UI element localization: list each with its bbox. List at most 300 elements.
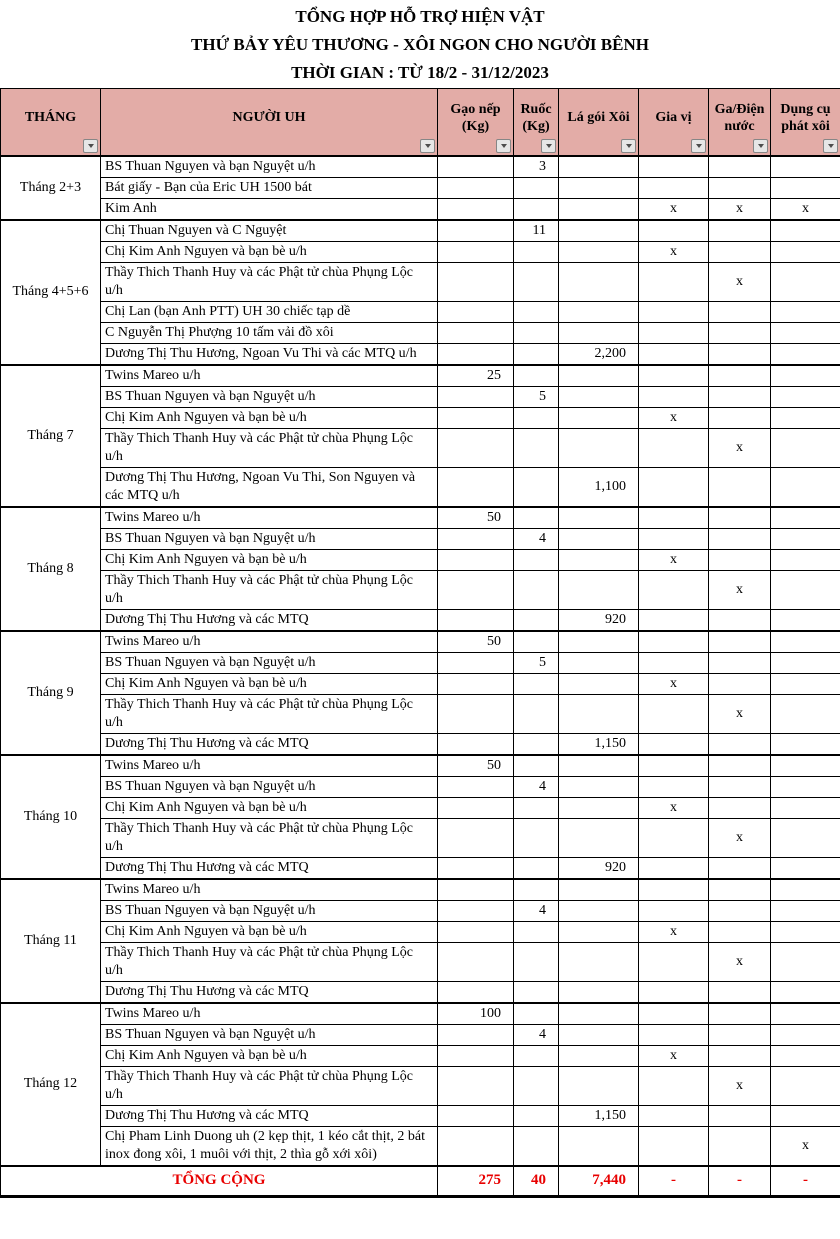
la_goi_xoi-cell[interactable] [559,818,639,857]
la_goi_xoi-cell[interactable]: 920 [559,609,639,631]
total-label[interactable]: TỔNG CỘNG [1,1166,438,1197]
la_goi_xoi-cell[interactable]: 920 [559,857,639,879]
ruoc-cell[interactable] [514,1066,559,1105]
dung_cu-cell[interactable] [771,776,840,797]
supporter-cell[interactable]: BS Thuan Nguyen và bạn Nguyệt u/h [101,156,438,178]
la_goi_xoi-cell[interactable] [559,1024,639,1045]
dung_cu-cell[interactable] [771,673,840,694]
gia_vi-cell[interactable] [639,386,709,407]
supporter-cell[interactable]: BS Thuan Nguyen và bạn Nguyệt u/h [101,528,438,549]
ruoc-cell[interactable]: 4 [514,528,559,549]
column-header-dung_cu[interactable] [771,89,840,156]
supporter-cell[interactable]: Chị Kim Anh Nguyen và bạn bè u/h [101,1045,438,1066]
gia_vi-cell[interactable] [639,467,709,507]
column-header-la_goi_xoi[interactable] [559,89,639,156]
la_goi_xoi-cell[interactable] [559,241,639,262]
ga_dien_nuoc-cell[interactable] [709,365,771,387]
la_goi_xoi-cell[interactable] [559,776,639,797]
ga_dien_nuoc-cell[interactable] [709,549,771,570]
ga_dien_nuoc-cell[interactable] [709,900,771,921]
gia_vi-cell[interactable] [639,428,709,467]
column-header-ruoc[interactable] [514,89,559,156]
la_goi_xoi-cell[interactable] [559,156,639,178]
gao_nep-cell[interactable]: 50 [438,755,514,777]
gia_vi-cell[interactable] [639,857,709,879]
supporter-cell[interactable]: BS Thuan Nguyen và bạn Nguyệt u/h [101,386,438,407]
ruoc-cell[interactable] [514,857,559,879]
gia_vi-cell[interactable] [639,528,709,549]
ruoc-cell[interactable] [514,301,559,322]
ga_dien_nuoc-cell[interactable] [709,631,771,653]
dung_cu-cell[interactable] [771,1003,840,1025]
gia_vi-cell[interactable] [639,322,709,343]
dung_cu-cell[interactable] [771,343,840,365]
dung_cu-cell[interactable] [771,609,840,631]
la_goi_xoi-cell[interactable] [559,407,639,428]
ga_dien_nuoc-cell[interactable] [709,921,771,942]
gia_vi-cell[interactable] [639,879,709,901]
gia_vi-cell[interactable]: x [639,1045,709,1066]
gao_nep-cell[interactable] [438,528,514,549]
ruoc-cell[interactable] [514,428,559,467]
dung_cu-cell[interactable] [771,322,840,343]
ga_dien_nuoc-cell[interactable] [709,1105,771,1126]
month-cell-tháng-9[interactable]: Tháng 9 [1,631,101,755]
gao_nep-cell[interactable] [438,241,514,262]
ruoc-cell[interactable] [514,631,559,653]
dung_cu-cell[interactable] [771,407,840,428]
column-header-nguoi_uh[interactable] [101,89,438,156]
la_goi_xoi-cell[interactable] [559,631,639,653]
supporter-cell[interactable]: Twins Mareo u/h [101,365,438,387]
ruoc-cell[interactable] [514,507,559,529]
ruoc-cell[interactable]: 3 [514,156,559,178]
filter-button-la_goi_xoi[interactable] [621,139,636,153]
ga_dien_nuoc-cell[interactable] [709,301,771,322]
gia_vi-cell[interactable] [639,694,709,733]
gia_vi-cell[interactable] [639,156,709,178]
la_goi_xoi-cell[interactable] [559,1045,639,1066]
la_goi_xoi-cell[interactable] [559,301,639,322]
la_goi_xoi-cell[interactable] [559,652,639,673]
filter-button-gao_nep[interactable] [496,139,511,153]
ruoc-cell[interactable] [514,177,559,198]
gia_vi-cell[interactable]: x [639,198,709,220]
ruoc-cell[interactable] [514,365,559,387]
total-dung_cu[interactable]: - [771,1166,840,1197]
supporter-cell[interactable]: Twins Mareo u/h [101,879,438,901]
gia_vi-cell[interactable] [639,343,709,365]
dung_cu-cell[interactable] [771,528,840,549]
ga_dien_nuoc-cell[interactable] [709,528,771,549]
gao_nep-cell[interactable]: 50 [438,507,514,529]
ga_dien_nuoc-cell[interactable]: x [709,428,771,467]
la_goi_xoi-cell[interactable] [559,797,639,818]
dung_cu-cell[interactable] [771,694,840,733]
total-ruoc[interactable]: 40 [514,1166,559,1197]
supporter-cell[interactable]: Chị Lan (bạn Anh PTT) UH 30 chiếc tạp dề [101,301,438,322]
ruoc-cell[interactable] [514,694,559,733]
dung_cu-cell[interactable] [771,156,840,178]
gia_vi-cell[interactable]: x [639,549,709,570]
gao_nep-cell[interactable] [438,1066,514,1105]
ruoc-cell[interactable] [514,673,559,694]
gia_vi-cell[interactable] [639,942,709,981]
dung_cu-cell[interactable] [771,262,840,301]
ga_dien_nuoc-cell[interactable] [709,467,771,507]
supporter-cell[interactable]: Twins Mareo u/h [101,631,438,653]
la_goi_xoi-cell[interactable] [559,879,639,901]
supporter-cell[interactable]: Thầy Thich Thanh Huy và các Phật tử chùa Phụng Lộc u/h [101,1066,438,1105]
ruoc-cell[interactable] [514,241,559,262]
la_goi_xoi-cell[interactable] [559,198,639,220]
gao_nep-cell[interactable] [438,776,514,797]
la_goi_xoi-cell[interactable] [559,981,639,1003]
dung_cu-cell[interactable] [771,981,840,1003]
gao_nep-cell[interactable] [438,322,514,343]
gia_vi-cell[interactable]: x [639,673,709,694]
ga_dien_nuoc-cell[interactable]: x [709,198,771,220]
supporter-cell[interactable]: BS Thuan Nguyen và bạn Nguyệt u/h [101,652,438,673]
la_goi_xoi-cell[interactable] [559,177,639,198]
supporter-cell[interactable]: Chị Kim Anh Nguyen và bạn bè u/h [101,921,438,942]
ga_dien_nuoc-cell[interactable] [709,673,771,694]
gao_nep-cell[interactable] [438,407,514,428]
ruoc-cell[interactable] [514,1105,559,1126]
la_goi_xoi-cell[interactable]: 1,150 [559,733,639,755]
ruoc-cell[interactable] [514,942,559,981]
gia_vi-cell[interactable] [639,1024,709,1045]
gia_vi-cell[interactable]: x [639,241,709,262]
ruoc-cell[interactable] [514,1003,559,1025]
dung_cu-cell[interactable] [771,818,840,857]
dung_cu-cell[interactable] [771,942,840,981]
supporter-cell[interactable]: Twins Mareo u/h [101,507,438,529]
ga_dien_nuoc-cell[interactable] [709,776,771,797]
supporter-cell[interactable]: BS Thuan Nguyen và bạn Nguyệt u/h [101,900,438,921]
la_goi_xoi-cell[interactable]: 1,150 [559,1105,639,1126]
gao_nep-cell[interactable] [438,1024,514,1045]
ga_dien_nuoc-cell[interactable]: x [709,818,771,857]
dung_cu-cell[interactable] [771,301,840,322]
supporter-cell[interactable]: Twins Mareo u/h [101,755,438,777]
la_goi_xoi-cell[interactable] [559,900,639,921]
ruoc-cell[interactable]: 5 [514,386,559,407]
ga_dien_nuoc-cell[interactable] [709,857,771,879]
ruoc-cell[interactable] [514,467,559,507]
dung_cu-cell[interactable] [771,1024,840,1045]
supporter-cell[interactable]: Thầy Thich Thanh Huy và các Phật tử chùa Phụng Lộc u/h [101,818,438,857]
ga_dien_nuoc-cell[interactable] [709,1045,771,1066]
column-header-gia_vi[interactable] [639,89,709,156]
la_goi_xoi-cell[interactable] [559,694,639,733]
la_goi_xoi-cell[interactable] [559,942,639,981]
gao_nep-cell[interactable] [438,467,514,507]
gia_vi-cell[interactable] [639,570,709,609]
gia_vi-cell[interactable] [639,1066,709,1105]
dung_cu-cell[interactable] [771,365,840,387]
dung_cu-cell[interactable] [771,177,840,198]
ga_dien_nuoc-cell[interactable]: x [709,694,771,733]
gao_nep-cell[interactable]: 25 [438,365,514,387]
supporter-cell[interactable]: Dương Thị Thu Hương và các MTQ [101,857,438,879]
dung_cu-cell[interactable] [771,570,840,609]
gia_vi-cell[interactable]: x [639,797,709,818]
la_goi_xoi-cell[interactable] [559,507,639,529]
gia_vi-cell[interactable] [639,507,709,529]
supporter-cell[interactable]: BS Thuan Nguyen và bạn Nguyệt u/h [101,1024,438,1045]
la_goi_xoi-cell[interactable] [559,549,639,570]
dung_cu-cell[interactable] [771,428,840,467]
gao_nep-cell[interactable] [438,570,514,609]
ga_dien_nuoc-cell[interactable] [709,755,771,777]
dung_cu-cell[interactable] [771,857,840,879]
month-cell-tháng-10[interactable]: Tháng 10 [1,755,101,879]
month-cell-tháng-4+5+6[interactable]: Tháng 4+5+6 [1,220,101,365]
ruoc-cell[interactable]: 11 [514,220,559,242]
dung_cu-cell[interactable] [771,755,840,777]
gao_nep-cell[interactable]: 100 [438,1003,514,1025]
ruoc-cell[interactable] [514,733,559,755]
ga_dien_nuoc-cell[interactable] [709,386,771,407]
gao_nep-cell[interactable] [438,857,514,879]
gia_vi-cell[interactable] [639,1126,709,1166]
ruoc-cell[interactable] [514,981,559,1003]
la_goi_xoi-cell[interactable] [559,1066,639,1105]
supporter-cell[interactable]: Chị Kim Anh Nguyen và bạn bè u/h [101,241,438,262]
la_goi_xoi-cell[interactable] [559,1003,639,1025]
gao_nep-cell[interactable] [438,198,514,220]
supporter-cell[interactable]: Chị Kim Anh Nguyen và bạn bè u/h [101,549,438,570]
gia_vi-cell[interactable] [639,1105,709,1126]
supporter-cell[interactable]: Kim Anh [101,198,438,220]
filter-button-gia_vi[interactable] [691,139,706,153]
gia_vi-cell[interactable] [639,301,709,322]
column-header-ga_dien_nuoc[interactable] [709,89,771,156]
ruoc-cell[interactable] [514,1126,559,1166]
ga_dien_nuoc-cell[interactable] [709,407,771,428]
la_goi_xoi-cell[interactable] [559,755,639,777]
supporter-cell[interactable]: Thầy Thich Thanh Huy và các Phật tử chùa Phụng Lộc u/h [101,570,438,609]
ruoc-cell[interactable] [514,407,559,428]
dung_cu-cell[interactable] [771,1045,840,1066]
supporter-cell[interactable]: Dương Thị Thu Hương và các MTQ [101,981,438,1003]
gao_nep-cell[interactable] [438,1105,514,1126]
la_goi_xoi-cell[interactable]: 1,100 [559,467,639,507]
supporter-cell[interactable]: Dương Thị Thu Hương, Ngoan Vu Thi và các MTQ u/h [101,343,438,365]
ga_dien_nuoc-cell[interactable] [709,797,771,818]
gia_vi-cell[interactable] [639,631,709,653]
gia_vi-cell[interactable] [639,609,709,631]
gao_nep-cell[interactable] [438,301,514,322]
gao_nep-cell[interactable] [438,652,514,673]
la_goi_xoi-cell[interactable] [559,386,639,407]
gia_vi-cell[interactable] [639,818,709,857]
gao_nep-cell[interactable] [438,609,514,631]
supporter-cell[interactable]: Dương Thị Thu Hương và các MTQ [101,609,438,631]
ruoc-cell[interactable]: 4 [514,776,559,797]
dung_cu-cell[interactable] [771,386,840,407]
ga_dien_nuoc-cell[interactable] [709,733,771,755]
dung_cu-cell[interactable] [771,921,840,942]
gia_vi-cell[interactable] [639,177,709,198]
supporter-cell[interactable]: Dương Thị Thu Hương và các MTQ [101,1105,438,1126]
total-la_goi_xoi[interactable]: 7,440 [559,1166,639,1197]
la_goi_xoi-cell[interactable] [559,528,639,549]
la_goi_xoi-cell[interactable] [559,220,639,242]
filter-button-thang[interactable] [83,139,98,153]
gia_vi-cell[interactable] [639,776,709,797]
supporter-cell[interactable]: Thầy Thich Thanh Huy và các Phật tử chùa Phụng Lộc u/h [101,694,438,733]
dung_cu-cell[interactable] [771,507,840,529]
la_goi_xoi-cell[interactable] [559,322,639,343]
gia_vi-cell[interactable]: x [639,921,709,942]
dung_cu-cell[interactable] [771,220,840,242]
la_goi_xoi-cell[interactable] [559,921,639,942]
dung_cu-cell[interactable]: x [771,1126,840,1166]
supporter-cell[interactable]: Thầy Thich Thanh Huy và các Phật tử chùa Phụng Lộc u/h [101,428,438,467]
gao_nep-cell[interactable] [438,673,514,694]
ga_dien_nuoc-cell[interactable] [709,177,771,198]
dung_cu-cell[interactable] [771,900,840,921]
ruoc-cell[interactable]: 5 [514,652,559,673]
gao_nep-cell[interactable] [438,156,514,178]
gia_vi-cell[interactable]: x [639,407,709,428]
ruoc-cell[interactable] [514,797,559,818]
gao_nep-cell[interactable] [438,343,514,365]
gia_vi-cell[interactable] [639,652,709,673]
dung_cu-cell[interactable] [771,652,840,673]
dung_cu-cell[interactable] [771,467,840,507]
month-cell-tháng-12[interactable]: Tháng 12 [1,1003,101,1166]
supporter-cell[interactable]: C Nguyễn Thị Phượng 10 tấm vải đồ xôi [101,322,438,343]
gao_nep-cell[interactable] [438,733,514,755]
column-header-gao_nep[interactable] [438,89,514,156]
ruoc-cell[interactable] [514,198,559,220]
ruoc-cell[interactable] [514,921,559,942]
ga_dien_nuoc-cell[interactable]: x [709,262,771,301]
supporter-cell[interactable]: Chị Kim Anh Nguyen và bạn bè u/h [101,673,438,694]
supporter-cell[interactable]: Twins Mareo u/h [101,1003,438,1025]
dung_cu-cell[interactable] [771,797,840,818]
ga_dien_nuoc-cell[interactable] [709,220,771,242]
total-gia_vi[interactable]: - [639,1166,709,1197]
gao_nep-cell[interactable] [438,921,514,942]
filter-button-dung_cu[interactable] [823,139,838,153]
total-gao_nep[interactable]: 275 [438,1166,514,1197]
gao_nep-cell[interactable] [438,694,514,733]
ruoc-cell[interactable]: 4 [514,900,559,921]
gia_vi-cell[interactable] [639,755,709,777]
gao_nep-cell[interactable] [438,428,514,467]
dung_cu-cell[interactable] [771,1066,840,1105]
filter-button-nguoi_uh[interactable] [420,139,435,153]
supporter-cell[interactable]: Thầy Thich Thanh Huy và các Phật tử chùa Phụng Lộc u/h [101,262,438,301]
dung_cu-cell[interactable] [771,879,840,901]
ruoc-cell[interactable] [514,818,559,857]
ga_dien_nuoc-cell[interactable] [709,507,771,529]
la_goi_xoi-cell[interactable]: 2,200 [559,343,639,365]
ga_dien_nuoc-cell[interactable] [709,652,771,673]
column-header-thang[interactable] [1,89,101,156]
ga_dien_nuoc-cell[interactable] [709,322,771,343]
gao_nep-cell[interactable] [438,1045,514,1066]
ga_dien_nuoc-cell[interactable]: x [709,570,771,609]
month-cell-tháng-2+3[interactable]: Tháng 2+3 [1,156,101,220]
ruoc-cell[interactable] [514,322,559,343]
ruoc-cell[interactable] [514,549,559,570]
dung_cu-cell[interactable] [771,631,840,653]
la_goi_xoi-cell[interactable] [559,673,639,694]
ga_dien_nuoc-cell[interactable] [709,156,771,178]
filter-button-ruoc[interactable] [541,139,556,153]
ga_dien_nuoc-cell[interactable] [709,343,771,365]
supporter-cell[interactable]: Bát giấy - Bạn của Eric UH 1500 bát [101,177,438,198]
gia_vi-cell[interactable] [639,220,709,242]
supporter-cell[interactable]: Chị Kim Anh Nguyen và bạn bè u/h [101,797,438,818]
gao_nep-cell[interactable] [438,386,514,407]
gia_vi-cell[interactable] [639,900,709,921]
supporter-cell[interactable]: Chị Kim Anh Nguyen và bạn bè u/h [101,407,438,428]
la_goi_xoi-cell[interactable] [559,570,639,609]
month-cell-tháng-8[interactable]: Tháng 8 [1,507,101,631]
month-cell-tháng-11[interactable]: Tháng 11 [1,879,101,1003]
ruoc-cell[interactable] [514,755,559,777]
ruoc-cell[interactable] [514,262,559,301]
ga_dien_nuoc-cell[interactable] [709,879,771,901]
ruoc-cell[interactable] [514,879,559,901]
gao_nep-cell[interactable] [438,818,514,857]
la_goi_xoi-cell[interactable] [559,262,639,301]
ga_dien_nuoc-cell[interactable] [709,241,771,262]
ga_dien_nuoc-cell[interactable] [709,609,771,631]
ruoc-cell[interactable]: 4 [514,1024,559,1045]
ga_dien_nuoc-cell[interactable] [709,1003,771,1025]
ruoc-cell[interactable] [514,1045,559,1066]
gao_nep-cell[interactable] [438,220,514,242]
ruoc-cell[interactable] [514,343,559,365]
dung_cu-cell[interactable] [771,733,840,755]
gia_vi-cell[interactable] [639,262,709,301]
total-ga_dien_nuoc[interactable]: - [709,1166,771,1197]
gia_vi-cell[interactable] [639,733,709,755]
gao_nep-cell[interactable] [438,900,514,921]
ga_dien_nuoc-cell[interactable]: x [709,1066,771,1105]
supporter-cell[interactable]: Dương Thị Thu Hương, Ngoan Vu Thi, Son Nguyen và các MTQ u/h [101,467,438,507]
gao_nep-cell[interactable] [438,981,514,1003]
dung_cu-cell[interactable] [771,241,840,262]
gao_nep-cell[interactable] [438,797,514,818]
supporter-cell[interactable]: BS Thuan Nguyen và bạn Nguyệt u/h [101,776,438,797]
gia_vi-cell[interactable] [639,981,709,1003]
month-cell-tháng-7[interactable]: Tháng 7 [1,365,101,507]
gao_nep-cell[interactable] [438,262,514,301]
ga_dien_nuoc-cell[interactable] [709,1024,771,1045]
ga_dien_nuoc-cell[interactable] [709,981,771,1003]
gia_vi-cell[interactable] [639,365,709,387]
gia_vi-cell[interactable] [639,1003,709,1025]
ruoc-cell[interactable] [514,609,559,631]
supporter-cell[interactable]: Dương Thị Thu Hương và các MTQ [101,733,438,755]
la_goi_xoi-cell[interactable] [559,1126,639,1166]
gao_nep-cell[interactable] [438,942,514,981]
dung_cu-cell[interactable] [771,1105,840,1126]
supporter-cell[interactable]: Thầy Thich Thanh Huy và các Phật tử chùa Phụng Lộc u/h [101,942,438,981]
gao_nep-cell[interactable] [438,879,514,901]
dung_cu-cell[interactable]: x [771,198,840,220]
gao_nep-cell[interactable]: 50 [438,631,514,653]
ruoc-cell[interactable] [514,570,559,609]
